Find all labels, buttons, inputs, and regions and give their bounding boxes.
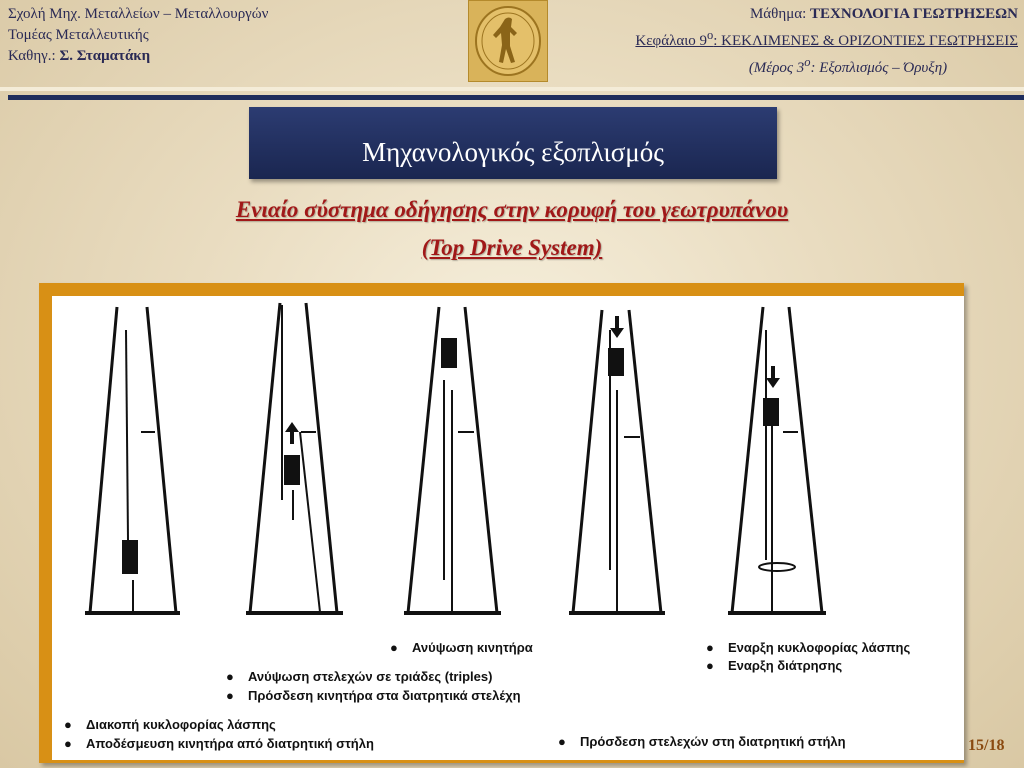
course-name: ΤΕΧΝΟΛΟΓΙΑ ΓΕΩΤΡΗΣΕΩΝ bbox=[810, 6, 1018, 22]
caption-step1b: ● Αποδέσμευση κινητήρα από διατρητική στήλη bbox=[64, 736, 374, 751]
caption-step3: ● Ανύψωση κινητήρα bbox=[390, 640, 533, 655]
caption-step5b: ● Εναρξη διάτρησης bbox=[706, 658, 843, 673]
professor-name: Σ. Σταματάκη bbox=[59, 48, 151, 64]
down-arrow-icon bbox=[610, 316, 624, 338]
caption-step4: ● Πρόσδεση στελεχών στη διατρητική στήλη bbox=[558, 734, 846, 749]
caption-step2a: ● Ανύψωση στελεχών σε τριάδες (triples) bbox=[226, 669, 493, 684]
top-drive-unit-3 bbox=[441, 338, 457, 368]
top-drive-unit-4 bbox=[608, 348, 624, 376]
down-arrow-icon bbox=[766, 366, 780, 388]
slide-subtitle-greek: Ενιαίο σύστημα οδήγησης στην κορυφή του γεωτρυπάνου bbox=[235, 197, 789, 222]
top-drive-unit-1 bbox=[122, 540, 138, 574]
caption-step5a: ● Εναρξη κυκλοφορίας λάσπης bbox=[706, 640, 911, 655]
derrick-5 bbox=[728, 307, 826, 613]
chapter-line: Κεφάλαιο $9^o$: ΚΕΚΛΙΜΕΝΕΣ & ΟΡΙΖΟΝΤΙΕΣ ΓΕΩΤΡΗΣΕΙΣ bbox=[635, 28, 1018, 49]
slide-title: Μηχανολογικός εξοπλισμός bbox=[362, 137, 664, 167]
course-line: Μάθημα: ΤΕΧΝΟΛΟΓΙΑ ΓΕΩΤΡΗΣΕΩΝ bbox=[749, 6, 1018, 22]
department-name: Τομέας Μεταλλευτικής bbox=[8, 27, 149, 43]
caption-step2b: ● Πρόσδεση κινητήρα στα διατρητικά στελέχη bbox=[226, 688, 521, 703]
slide-subtitle-english: (Top Drive System) bbox=[421, 235, 603, 260]
part-line: (Μέρος $3^o$: Εξοπλισμός – Όρυξη) bbox=[748, 55, 948, 76]
up-arrow-icon bbox=[285, 422, 299, 444]
page-number: 15/18 bbox=[968, 737, 1005, 754]
professor: Καθηγ.: Σ. Σταματάκη bbox=[8, 48, 151, 64]
top-drive-unit-5 bbox=[763, 398, 779, 426]
caption-step1a: ● Διακοπή κυκλοφορίας λάσπης bbox=[64, 717, 276, 732]
school-name: Σχολή Μηχ. Μεταλλείων – Μεταλλουργών bbox=[8, 6, 269, 22]
top-drive-unit-2 bbox=[284, 455, 300, 485]
